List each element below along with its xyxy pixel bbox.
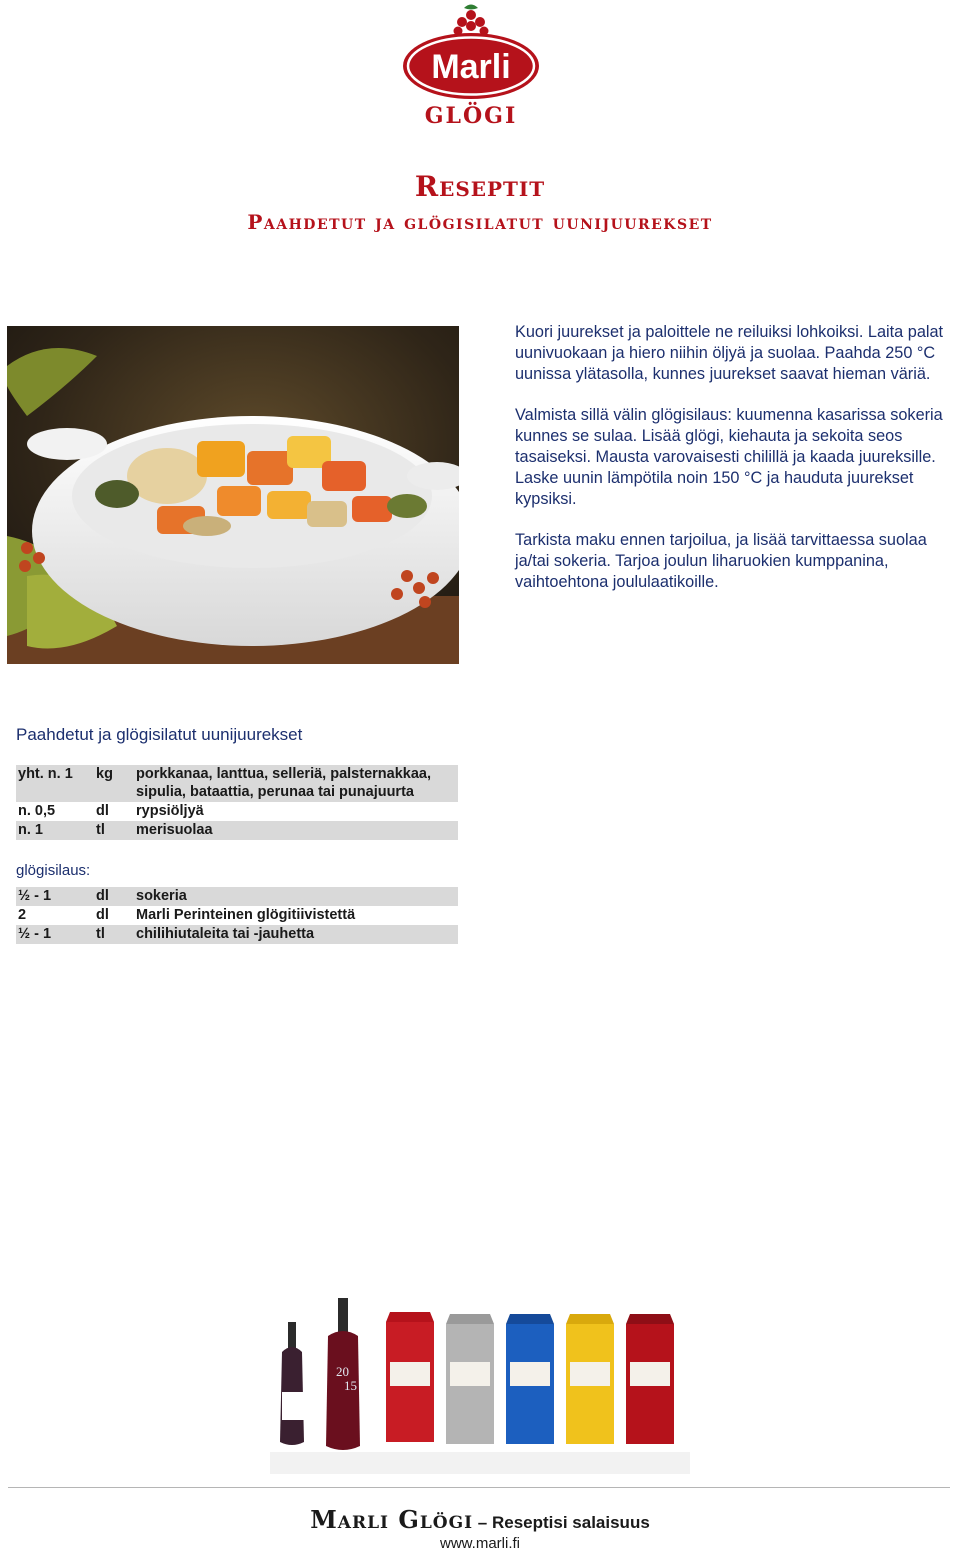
svg-text:15: 15 [344, 1378, 357, 1393]
table-row [16, 765, 458, 802]
product-lineup [270, 1292, 690, 1474]
ingredients-title: Paahdetut ja glögisilatut uunijuurekset [16, 725, 303, 744]
table-row [16, 821, 458, 840]
svg-text:20: 20 [336, 1364, 349, 1379]
berry-icon [454, 5, 489, 36]
ingredient-unit: dl [96, 803, 109, 819]
ingredient-qty: ½ - 1 [18, 926, 52, 942]
ingredient-qty: ½ - 1 [18, 888, 52, 904]
ingredient-qty: 2 [18, 907, 27, 923]
footer-brand [0, 1505, 960, 1534]
table-row [16, 887, 458, 906]
footer-dash: – [473, 1513, 492, 1532]
ingredient-name: chilihiutaleita tai -jauhetta [136, 926, 315, 942]
carton-grey [446, 1314, 494, 1444]
instruction-step: Valmista sillä välin glögisilaus: kuumenna kasarissa sokeria kunnes se sulaa. Lisää glögi, kiehauta ja sekoita seos tasaiseksi. Mausta varovaisesti chilillä ja kaada juureksille. Laske uunin lämpötila noin 150 °C ja hauduta juurekset kypsiksi. [515, 406, 943, 508]
ingredient-qty: n. 1 [18, 822, 43, 838]
recipe-title: Paahdetut ja glögisilatut uunijuurekset [247, 210, 713, 234]
footer-brand-name: Marli Glögi [310, 1505, 474, 1534]
ingredient-qty: yht. n. 1 [18, 766, 73, 782]
recipe-photo [7, 326, 459, 664]
ingredient-unit: tl [96, 926, 105, 942]
footer-tagline: Reseptisi salaisuus [491, 1513, 650, 1532]
carton-dark-red [626, 1314, 674, 1444]
glaze-label: glögisilaus: [16, 862, 91, 879]
carton-blue [506, 1314, 554, 1444]
instruction-step: Tarkista maku ennen tarjoilua, ja lisää tarvittaessa suolaa ja/tai sokeria. Tarjoa joulun liharuokien kumppanina, vaihtoehtona joululaatikoille. [515, 531, 927, 591]
table-row [16, 925, 458, 944]
instruction-step: Kuori juurekset ja paloittele ne reiluiksi lohkoiksi. Laita palat uunivuokaan ja hiero niihin öljyä ja suolaa. Paahda 250 °C uunissa ylätasolla, kunnes juurekset saavat hieman väriä. [515, 323, 944, 383]
ingredient-qty: n. 0,5 [18, 803, 56, 819]
bottle-glogi-2015 [326, 1298, 360, 1450]
page-title: Reseptit [414, 170, 546, 203]
footer-divider [8, 1487, 950, 1488]
ingredient-name: rypsiöljyä [136, 803, 204, 819]
table-row [16, 802, 458, 821]
recipe-instructions [515, 322, 960, 614]
ingredient-name: sokeria [136, 888, 187, 904]
table-row [16, 906, 458, 925]
ingredient-unit: dl [96, 907, 109, 923]
footer-url-link[interactable]: www.marli.fi [439, 1535, 520, 1552]
ingredients-main-table [16, 765, 458, 840]
carton-red [386, 1312, 434, 1442]
ingredients-glaze-table [16, 887, 458, 944]
logo-wordmark: Marli [431, 48, 511, 86]
ingredient-unit: dl [96, 888, 109, 904]
ingredient-name: porkkanaa, lanttua, selleriä, palsternakkaa, sipulia, bataattia, perunaa tai punajuurta [136, 766, 431, 800]
brand-subtitle: GLÖGI [424, 103, 518, 129]
bottle-sparkling [280, 1322, 304, 1445]
ingredient-unit: tl [96, 822, 105, 838]
carton-yellow [566, 1314, 614, 1444]
ingredient-name: merisuolaa [136, 822, 213, 838]
ingredient-name: Marli Perinteinen glögitiivistettä [136, 907, 356, 923]
ingredient-unit: kg [96, 766, 113, 782]
